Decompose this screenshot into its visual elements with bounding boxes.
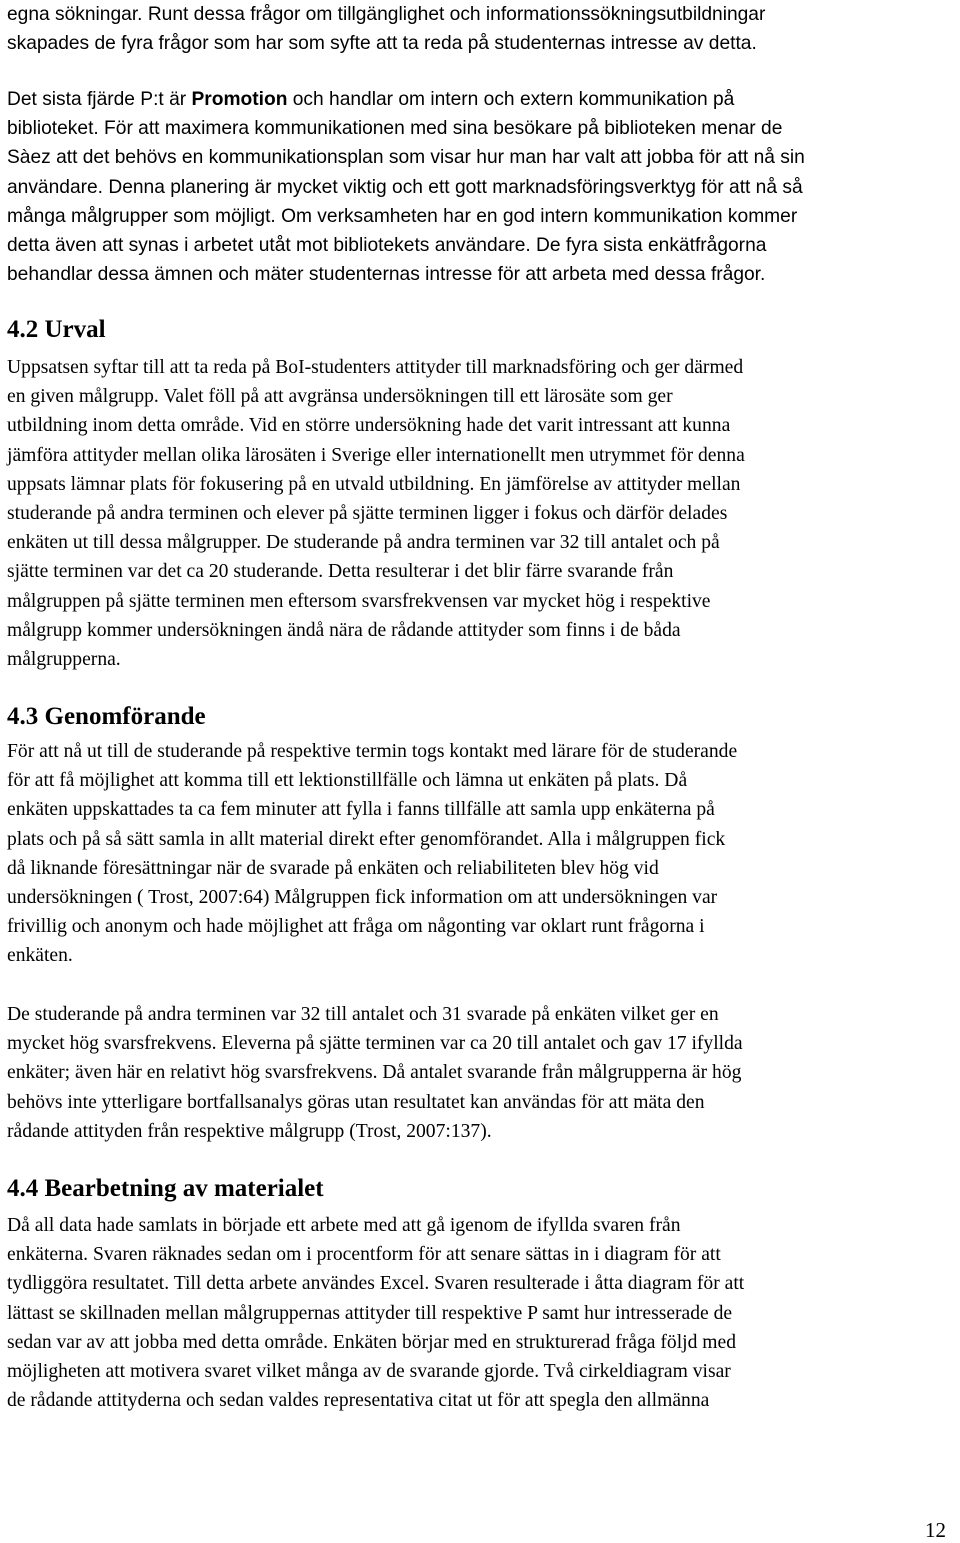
text-line: målgrupperna. xyxy=(7,649,121,671)
text-line: Då all data hade samlats in började ett arbete med att gå igenom de ifyllda svaren från xyxy=(7,1215,681,1236)
text-line: behandlar dessa ämnen och mäter studenternas intresse för att arbeta med dessa frågor. xyxy=(7,264,766,286)
text-line: Uppsatsen syftar till att ta reda på BoI-studenters attityder till marknadsföring och ger därmed xyxy=(7,357,744,378)
page-number: 12 xyxy=(925,1518,946,1542)
text-line: undersökningen ( Trost, 2007:64) Målgruppen fick information om att undersökningen var xyxy=(7,887,718,909)
text-line: egna sökningar. Runt dessa frågor om tillgänglighet och informationssökningsutbildningar xyxy=(7,4,766,25)
text-line: enkäter; även här en relativt hög svarsfrekvens. Då antalet svarande från målgrupperna är hög xyxy=(7,1062,742,1084)
text-line: många målgrupper som möjligt. Om verksamheten har en god intern kommunikation kommer xyxy=(7,205,798,227)
text-line: plats och på så sätt samla in allt material direkt efter genomförandet. Alla i målgruppen fick xyxy=(7,828,726,850)
text-line: studerande på andra terminen och elever på sjätte terminen ligger i fokus och därför delades xyxy=(7,503,728,525)
text-line xyxy=(7,85,955,114)
text-line: detta även att synas i arbetet utåt mot bibliotekets användare. De fyra sista enkätfrågorna xyxy=(7,235,767,257)
intro-paragraph xyxy=(7,0,955,58)
genomforande-paragraph-1 xyxy=(7,737,955,971)
genomforande-paragraph-2 xyxy=(7,1000,955,1146)
text-fragment: och handlar om intern och extern kommunikation på xyxy=(287,89,735,110)
text-line: skapades de fyra frågor som har som syfte att ta reda på studenternas intresse av detta. xyxy=(7,33,757,55)
text-line: behövs inte ytterligare bortfallsanalys göras utan resultatet kan användas för att mäta den xyxy=(7,1091,705,1113)
bearbetning-paragraph xyxy=(7,1211,955,1415)
text-line: rådande attityden från respektive målgrupp (Trost, 2007:137). xyxy=(7,1120,492,1142)
text-line: mycket hög svarsfrekvens. Eleverna på sjätte terminen var ca 20 till antalet och gav 17 ifyllda xyxy=(7,1033,743,1055)
text-line: enkäten uppskattades ta ca fem minuter att fylla i fanns tillfälle att samla upp enkäterna på xyxy=(7,799,715,821)
text-line: sjätte terminen var det ca 20 studerande. Detta resulterar i det blir färre svarande från xyxy=(7,561,674,583)
text-line: enkäterna. Svaren räknades sedan om i procentform för att senare sättas in i diagram för att xyxy=(7,1244,721,1266)
text-line: uppsats lämnar plats för fokusering på en utvald utbildning. En jämförelse av attityder mellan xyxy=(7,473,741,495)
text-line: utbildning inom detta område. Vid en större undersökning hade det varit intressant att kunna xyxy=(7,415,731,437)
text-line: möjligheten att motivera svaret vilket många av de svarande gjorde. Två cirkeldiagram visar xyxy=(7,1361,731,1383)
section-heading-urval: 4.2 Urval xyxy=(7,316,106,343)
text-line: för att få möjlighet att komma till ett lektionstillfälle och lämna ut enkäten på plats. Då xyxy=(7,770,688,792)
text-line: Sàez att det behövs en kommunikationsplan som visar hur man har valt att jobba för att nå sin xyxy=(7,147,805,169)
text-line: jämföra attityder mellan olika lärosäten i Sverige eller internationellt men utrymmet för denna xyxy=(7,444,745,466)
text-line: målgrupp kommer undersökningen ändå nära de rådande attityder som finns i de båda xyxy=(7,619,681,641)
text-line: enkäten ut till dessa målgrupper. De studerande på andra terminen var 32 till antalet och på xyxy=(7,532,720,554)
text-line: målgruppen på sjätte terminen men eftersom svarsfrekvensen var mycket hög i respektive xyxy=(7,590,711,612)
text-line: då liknande föresättningar när de svarade på enkäten och reliabiliteten blev hög vid xyxy=(7,857,659,879)
section-heading-bearbetning: 4.4 Bearbetning av materialet xyxy=(7,1175,324,1202)
section-heading-genomforande: 4.3 Genomförande xyxy=(7,703,206,730)
text-line: De studerande på andra terminen var 32 till antalet och 31 svarade på enkäten vilket ger en xyxy=(7,1004,719,1025)
text-line: enkäten. xyxy=(7,945,73,967)
promotion-paragraph xyxy=(7,85,955,289)
text-line: biblioteket. För att maximera kommunikationen med sina besökare på biblioteken menar de xyxy=(7,118,783,140)
text-line: lättast se skillnaden mellan målgruppernas attityder till respektive P samt hur intresserade de xyxy=(7,1302,733,1324)
text-line: frivillig och anonym och hade möjlighet att fråga om någonting var oklart runt frågorna i xyxy=(7,916,705,938)
text-line: sedan var av att jobba med detta område. Enkäten börjar med en strukturerad fråga följd med xyxy=(7,1331,737,1353)
text-line: För att nå ut till de studerande på respektive termin togs kontakt med lärare för de studerande xyxy=(7,741,738,762)
text-line: de rådande attityderna och sedan valdes representativa citat ut för att spegla den allmänna xyxy=(7,1390,710,1412)
urval-paragraph xyxy=(7,353,955,674)
text-line: användare. Denna planering är mycket viktig och ett gott marknadsföringsverktyg för att nå så xyxy=(7,176,803,198)
bold-term: Promotion xyxy=(191,89,288,110)
text-line: en given målgrupp. Valet föll på att avgränsa undersökningen till ett lärosäte som ger xyxy=(7,386,673,408)
text-fragment: Det sista fjärde P:t är xyxy=(7,89,192,110)
text-line: tydliggöra resultatet. Till detta arbete användes Excel. Svaren resulterade i åtta diagram för att xyxy=(7,1273,745,1295)
